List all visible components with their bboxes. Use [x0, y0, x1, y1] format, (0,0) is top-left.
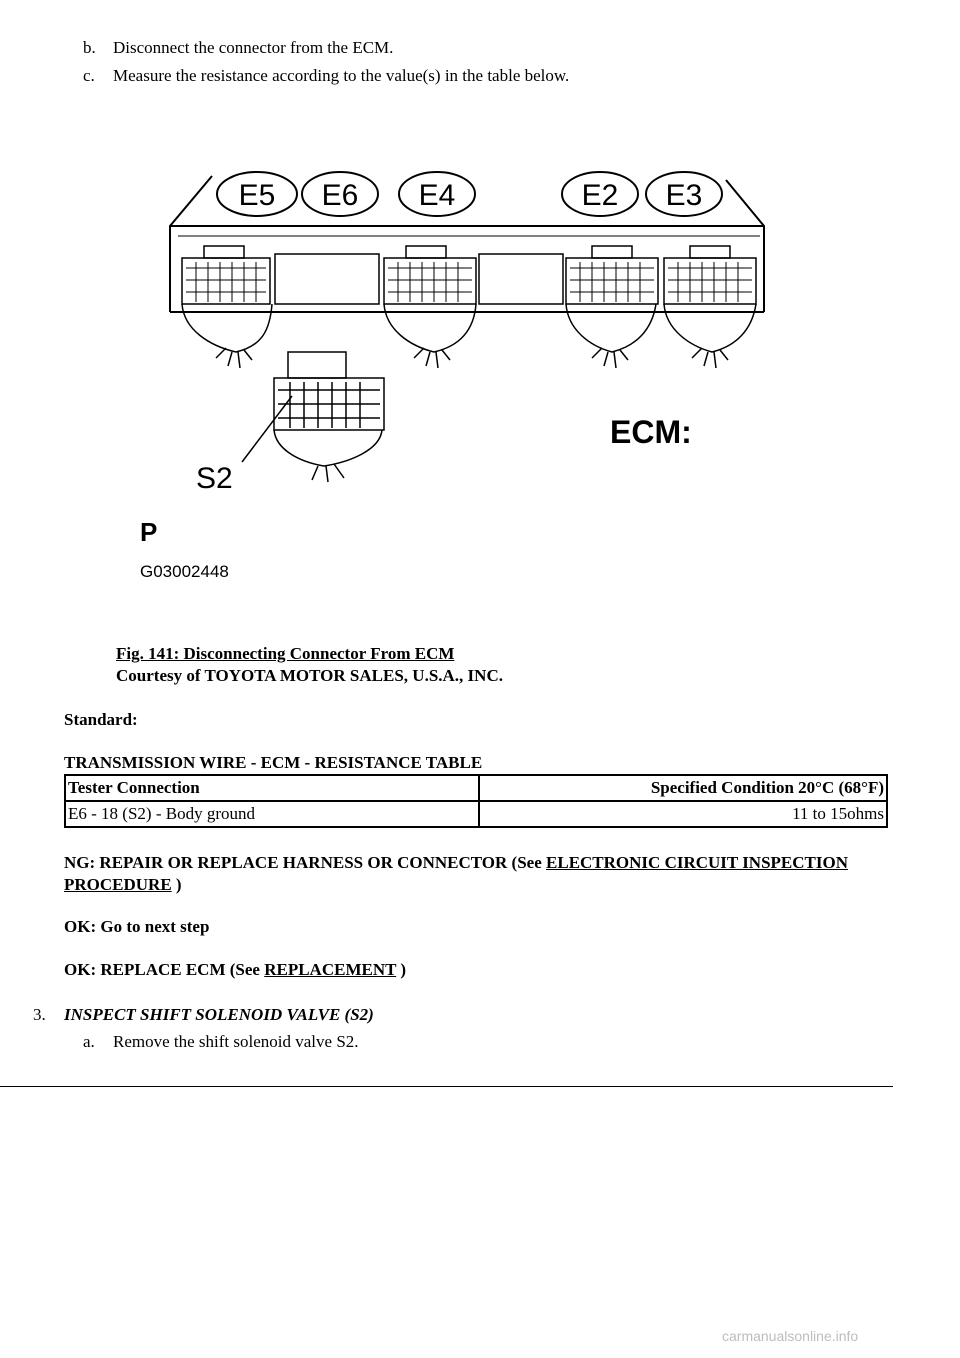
ok-replace — [64, 960, 406, 980]
page-divider — [0, 1086, 893, 1087]
step-marker: c. — [83, 66, 95, 85]
section-3 — [33, 1005, 374, 1025]
resistance-table — [64, 774, 888, 828]
label-e2: E2 — [581, 179, 619, 212]
ng-prefix: NG: REPAIR OR REPLACE HARNESS OR CONNECTOR (See — [64, 853, 547, 872]
cell-condition: 11 to 15ohms — [479, 801, 887, 827]
table-title: TRANSMISSION WIRE - ECM - RESISTANCE TABLE — [64, 753, 483, 772]
step-text: Remove the shift solenoid valve S2. — [113, 1032, 359, 1051]
label-e5: E5 — [238, 179, 276, 212]
ng-suffix: ) — [171, 875, 182, 894]
ecm-connector-diagram — [0, 0, 960, 640]
label-e3: E3 — [665, 179, 703, 212]
figure-caption-link[interactable]: Fig. 141: Disconnecting Connector From ECM — [116, 644, 455, 663]
ok-next: OK: Go to next step — [64, 917, 210, 936]
header-tester-connection: Tester Connection — [65, 775, 479, 801]
standard-label: Standard: — [64, 710, 138, 729]
ok-replace-suffix: ) — [396, 960, 407, 979]
ng-link[interactable]: ELECTRONIC CIRCUIT INSPECTION PROCEDURE — [64, 853, 848, 894]
figure-code: G03002448 — [140, 562, 229, 581]
header-specified-condition: Specified Condition 20°C (68°F) — [479, 775, 887, 801]
label-ecm: ECM: — [610, 414, 692, 450]
ng-result — [64, 852, 864, 896]
section-title: INSPECT SHIFT SOLENOID VALVE (S2) — [64, 1005, 374, 1024]
figure-credit: Courtesy of TOYOTA MOTOR SALES, U.S.A., INC. — [116, 666, 503, 685]
ok-replace-prefix: OK: REPLACE ECM (See — [64, 960, 265, 979]
cell-connection: E6 - 18 (S2) - Body ground — [65, 801, 479, 827]
table-row — [65, 801, 887, 827]
label-s2: S2 — [196, 462, 233, 495]
label-e6: E6 — [321, 179, 359, 212]
step-a — [83, 1032, 359, 1052]
step-marker: a. — [83, 1032, 95, 1051]
watermark-footer: carmanualsonline.info — [722, 1328, 859, 1344]
step-text: Disconnect the connector from the ECM. — [113, 38, 394, 57]
step-text: Measure the resistance according to the value(s) in the table below. — [113, 66, 570, 85]
label-view-p: P — [140, 517, 158, 547]
section-number: 3. — [33, 1005, 46, 1024]
label-e4: E4 — [418, 179, 456, 212]
replacement-link[interactable]: REPLACEMENT — [264, 960, 397, 979]
step-marker: b. — [83, 38, 96, 57]
table-header-row — [65, 775, 887, 801]
